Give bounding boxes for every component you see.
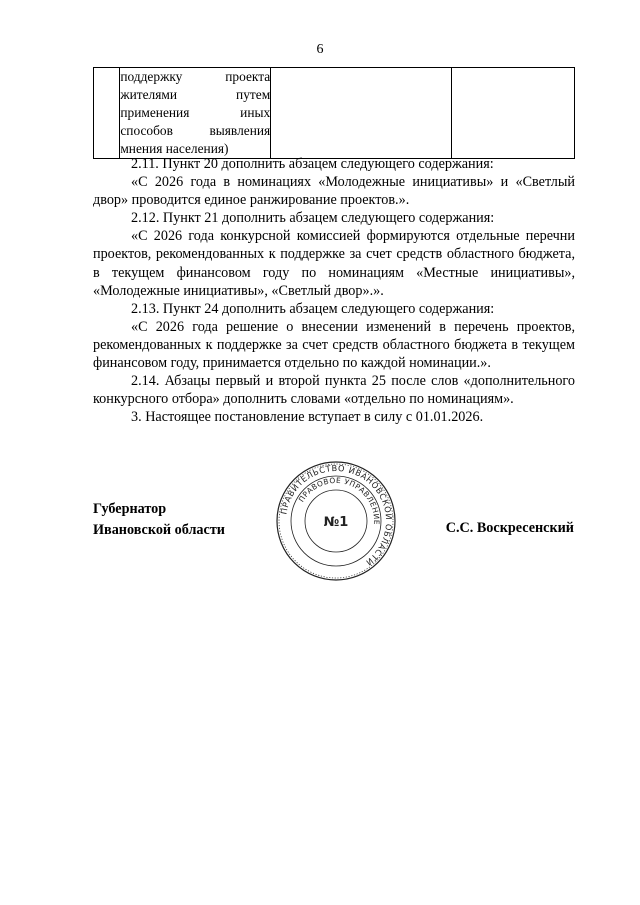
paragraph-3: 3. Настоящее постановление вступает в силу с 01.01.2026. — [131, 409, 484, 426]
paragraph-2-12-text: «С 2026 года конкурсной комиссией формируются отдельные перечни проектов, рекомендованных к поддержке за счет средств областного бюджета, в текущем финансовом году по номинациям «Местные инициативы», «Молодежные инициативы», «Светлый двор».». — [93, 228, 575, 299]
seal-number: №1 — [323, 515, 349, 530]
paragraph-2-12: 2.12. Пункт 21 дополнить абзацем следующего содержания: — [131, 210, 495, 227]
table-cell-line: применения иных — [120, 105, 271, 120]
seal-inner-text: ПРАВОВОЕ УПРАВЛЕНИЕ — [296, 475, 382, 526]
official-seal — [275, 460, 397, 582]
paragraph-2-11: 2.11. Пункт 20 дополнить абзацем следующего содержания: — [131, 156, 494, 172]
table-cell-empty — [452, 68, 575, 159]
signatory-name: С.С. Воскресенский — [445, 520, 574, 536]
table-cell-line: поддержку проекта — [120, 69, 271, 84]
page-number: 6 — [316, 42, 324, 57]
table-cell-line: способов выявления — [120, 123, 271, 138]
signatory-title-line: Губернатор — [93, 501, 167, 517]
signatory-title-line: Ивановской области — [93, 522, 225, 538]
table-cell-description — [120, 68, 271, 159]
signatory-title — [93, 499, 225, 541]
table-cell-empty — [271, 68, 452, 159]
table-row — [94, 68, 575, 159]
table-cell-line: жителями путем — [120, 87, 271, 102]
paragraph-2-13-text: «С 2026 года решение о внесении изменений в перечень проектов, рекомендованных к поддержке за счет средств областного бюджета в текущем финансовом году, принимается отдельно по каждой номинации.». — [93, 318, 575, 372]
paragraph-2-13: 2.13. Пункт 24 дополнить абзацем следующего содержания: — [131, 300, 495, 317]
table-cell-number — [94, 68, 120, 159]
paragraph-2-14: 2.14. Абзацы первый и второй пункта 25 после слов «дополнительного конкурсного отбора» дополнить словами «отдельно по номинациям». — [93, 373, 575, 408]
continuation-table — [93, 67, 575, 159]
table-cell-line: мнения населения) — [120, 141, 229, 156]
document-body — [93, 155, 575, 426]
paragraph-2-11-text: «С 2026 года в номинациях «Молодежные инициативы» и «Светлый двор» проводится единое ранжирование проектов.». — [93, 174, 575, 209]
seal-outer-text: ПРАВИТЕЛЬСТВО ИВАНОВСКОЙ ОБЛАСТИ — [278, 462, 395, 569]
